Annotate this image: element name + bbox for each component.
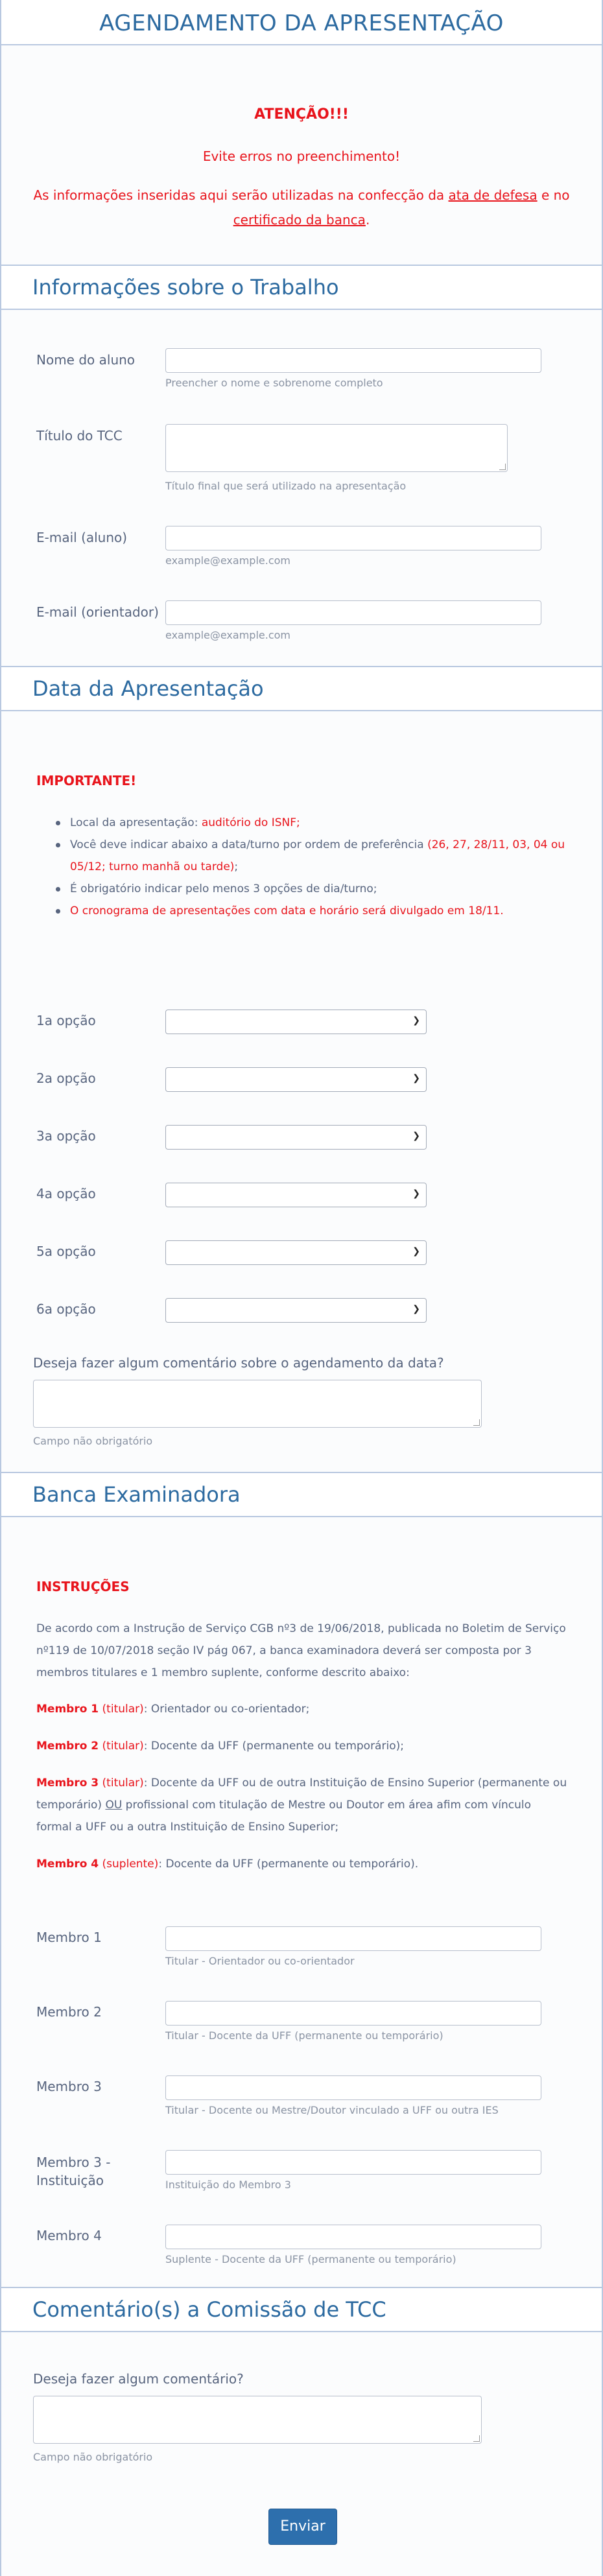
comissao-comment-label: Deseja fazer algum comentário?	[33, 2371, 244, 2387]
attention-text-end: .	[365, 212, 370, 228]
attention-line-1: Evite erros no preenchimento!	[202, 148, 401, 164]
field-hint-email-aluno: example@example.com	[165, 554, 290, 567]
member-desc-name: Membro 2	[36, 1740, 99, 1753]
member-desc-tag: (titular)	[99, 1777, 144, 1790]
member-desc-text: : Orientador ou co-orientador;	[143, 1703, 310, 1716]
field-hint-nome: Preencher o nome e sobrenome completo	[165, 377, 383, 389]
member-desc-tag: (titular)	[99, 1703, 144, 1716]
comissao-comment-hint: Campo não obrigatório	[33, 2451, 153, 2463]
bullet-text: Local da apresentação:	[70, 816, 202, 829]
field-hint-membro-4: Suplente - Docente da UFF (permanente ou temporário)	[165, 2253, 456, 2265]
field-label-membro-3: Membro 3	[36, 2079, 102, 2094]
resize-handle-icon[interactable]	[473, 1419, 480, 1426]
member-desc-2	[36, 1735, 568, 1757]
form-title-bar	[1, 0, 602, 45]
section-title-data: Data da Apresentação	[32, 676, 264, 701]
bullet-highlight: O cronograma de apresentações com data e horário será divulgado em 18/11.	[70, 904, 504, 917]
option-label-5: 5a opção	[36, 1244, 96, 1259]
membro-3-input[interactable]	[165, 2075, 541, 2100]
resize-handle-icon[interactable]	[473, 2435, 480, 2442]
option-3-select[interactable]	[165, 1125, 427, 1150]
list-item	[36, 900, 568, 922]
attention-line-2	[27, 183, 576, 232]
field-label-titulo: Título do TCC	[36, 428, 123, 443]
field-hint-membro-3-instituicao: Instituição do Membro 3	[165, 2179, 291, 2191]
date-comment-textarea[interactable]	[33, 1380, 482, 1428]
option-1-select[interactable]	[165, 1010, 427, 1034]
option-2-select[interactable]	[165, 1067, 427, 1092]
member-desc-tag: (titular)	[99, 1740, 144, 1753]
option-6-select[interactable]	[165, 1298, 427, 1323]
date-comment-label: Deseja fazer algum comentário sobre o agendamento da data?	[33, 1355, 444, 1371]
option-5-select[interactable]	[165, 1240, 427, 1265]
instructions-heading: INSTRUÇÕES	[36, 1579, 130, 1594]
important-heading: IMPORTANTE!	[36, 773, 137, 788]
field-label-email-orientador: E-mail (orientador)	[36, 604, 159, 620]
ata-de-defesa-link[interactable]: ata de defesa	[448, 187, 538, 203]
section-header-banca	[1, 1472, 602, 1517]
section-title-banca: Banca Examinadora	[32, 1482, 241, 1507]
comissao-comment-textarea[interactable]	[33, 2396, 482, 2444]
membro-4-input[interactable]	[165, 2225, 541, 2249]
chevron-down-icon: ❯	[412, 1073, 420, 1083]
field-label-membro-4: Membro 4	[36, 2228, 102, 2243]
field-hint-membro-3: Titular - Docente ou Mestre/Doutor vinculado a UFF ou outra IES	[165, 2104, 499, 2116]
field-label-nome: Nome do aluno	[36, 352, 136, 368]
chevron-down-icon: ❯	[412, 1246, 420, 1257]
section-header-trabalho	[1, 265, 602, 310]
date-comment-hint: Campo não obrigatório	[33, 1435, 153, 1447]
nome-aluno-input[interactable]	[165, 348, 541, 373]
member-desc-tag: (suplente)	[99, 1858, 159, 1871]
option-label-3: 3a opção	[36, 1128, 96, 1144]
field-hint-email-orientador: example@example.com	[165, 629, 290, 641]
membro-2-input[interactable]	[165, 2001, 541, 2026]
attention-text: As informações inseridas aqui serão utilizadas na confecção da	[33, 187, 449, 203]
certificado-banca-link[interactable]: certificado da banca	[233, 212, 366, 228]
option-label-6: 6a opção	[36, 1301, 96, 1317]
member-desc-text: : Docente da UFF ou de outra Instituição de Ensino Superior (permanente ou temporário)	[36, 1777, 567, 1812]
enviar-button[interactable]: Enviar	[268, 2509, 337, 2545]
member-desc-3	[36, 1772, 568, 1838]
section-header-data	[1, 666, 602, 711]
option-label-1: 1a opção	[36, 1013, 96, 1028]
member-desc-name: Membro 1	[36, 1703, 99, 1716]
attention-text-mid: e no	[537, 187, 570, 203]
membro-3-instituicao-input[interactable]	[165, 2150, 541, 2175]
option-label-4: 4a opção	[36, 1186, 96, 1201]
instructions-intro: De acordo com a Instrução de Serviço CGB nº3 de 19/06/2018, publicada no Boletim de Serviço nº119 de 10/07/2018 seção IV pág 067, a banca examinadora deverá ser composta por 3 membros titulares e 1 membro suplente, conforme descrito abaixo:	[36, 1622, 566, 1679]
bullet-highlight: (26, 27, 28/11, 03, 04 ou 05/12; turno manhã ou tarde)	[70, 838, 565, 873]
list-item	[36, 834, 568, 878]
field-label-membro-2: Membro 2	[36, 2004, 102, 2020]
field-hint-membro-2: Titular - Docente da UFF (permanente ou temporário)	[165, 2029, 443, 2042]
field-label-membro-1: Membro 1	[36, 1930, 102, 1945]
email-orientador-input[interactable]	[165, 600, 541, 625]
section-title-trabalho: Informações sobre o Trabalho	[32, 275, 339, 300]
chevron-down-icon: ❯	[412, 1304, 420, 1314]
member-desc-ou: OU	[105, 1799, 123, 1812]
bullet-text: Você deve indicar abaixo a data/turno por ordem de preferência	[70, 838, 428, 851]
titulo-tcc-textarea[interactable]	[165, 424, 508, 472]
list-item	[36, 812, 568, 834]
member-desc-name: Membro 3	[36, 1777, 99, 1790]
bullet-highlight: auditório do ISNF;	[201, 816, 300, 829]
attention-heading: ATENÇÃO!!!	[254, 106, 349, 123]
member-desc-name: Membro 4	[36, 1858, 99, 1871]
email-aluno-input[interactable]	[165, 526, 541, 550]
chevron-down-icon: ❯	[412, 1131, 420, 1141]
field-hint-titulo: Título final que será utilizado na apresentação	[165, 480, 407, 492]
section-title-comissao: Comentário(s) a Comissão de TCC	[32, 2297, 386, 2322]
chevron-down-icon: ❯	[412, 1188, 420, 1199]
chevron-down-icon: ❯	[412, 1015, 420, 1026]
member-desc-text: profissional com titulação de Mestre ou Doutor em área afim com vínculo formal a UFF ou a outra Instituição de Ensino Superior;	[36, 1799, 532, 1834]
option-4-select[interactable]	[165, 1183, 427, 1207]
option-label-2: 2a opção	[36, 1070, 96, 1086]
form-title: AGENDAMENTO DA APRESENTAÇÃO	[99, 10, 504, 36]
field-label-membro-3-instituicao: Membro 3 - Instituição	[36, 2155, 111, 2188]
bullet-text: É obrigatório indicar pelo menos 3 opções de dia/turno;	[70, 882, 377, 895]
field-label-email-aluno: E-mail (aluno)	[36, 530, 128, 545]
member-desc-1	[36, 1698, 568, 1720]
field-hint-membro-1: Titular - Orientador ou co-orientador	[165, 1955, 355, 1967]
bullet-tail: ;	[234, 860, 239, 873]
important-list	[36, 812, 568, 922]
member-desc-4	[36, 1853, 568, 1875]
list-item	[36, 878, 568, 900]
member-desc-text: : Docente da UFF (permanente ou temporário);	[143, 1740, 404, 1753]
member-desc-text: : Docente da UFF (permanente ou temporário).	[158, 1858, 419, 1871]
resize-handle-icon[interactable]	[499, 464, 506, 470]
membro-1-input[interactable]	[165, 1926, 541, 1951]
section-header-comissao	[1, 2287, 602, 2332]
